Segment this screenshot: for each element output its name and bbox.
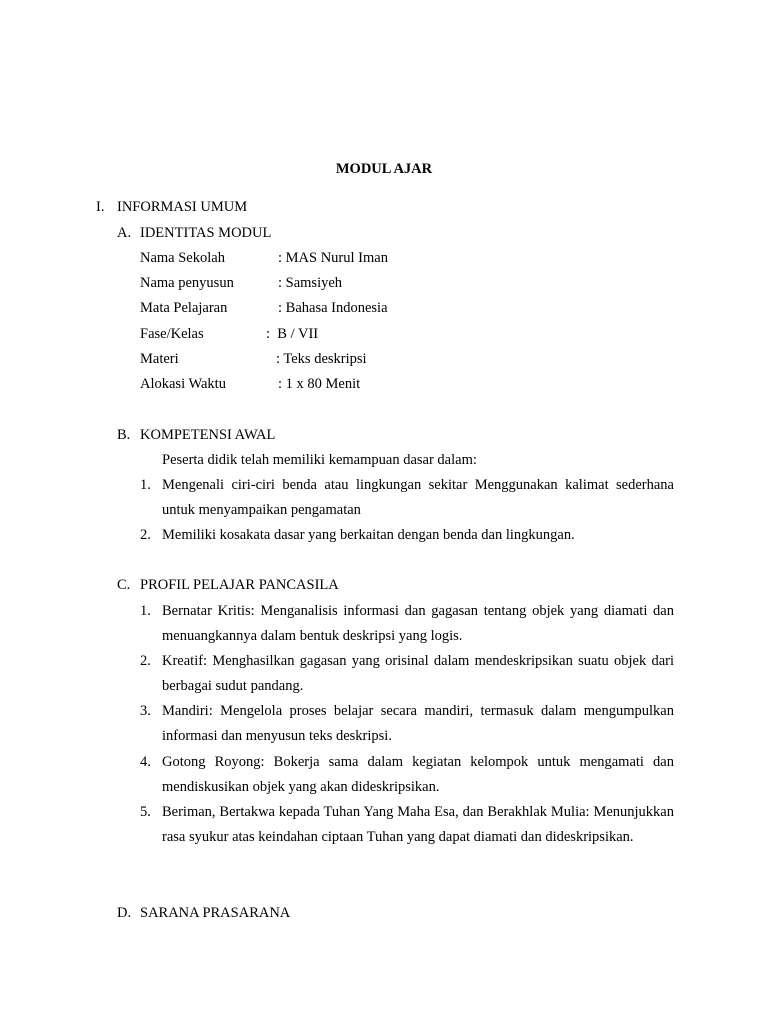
field-value-material: : Teks deskripsi [276, 351, 367, 367]
field-value-class: : B / VII [266, 326, 319, 342]
section-b-intro: Peserta didik telah memiliki kemampuan dasar dalam: [162, 452, 477, 468]
field-label-time: Alokasi Waktu [140, 376, 226, 392]
field-label-school: Nama Sekolah [140, 250, 225, 266]
section-a-letter: A. [117, 225, 132, 241]
field-label-subject: Mata Pelajaran [140, 300, 228, 316]
field-value-subject: : Bahasa Indonesia [278, 300, 388, 316]
field-value-time: : 1 x 80 Menit [278, 376, 361, 392]
list-item-number: 4. [140, 754, 151, 770]
list-item-text: Bernatar Kritis: Menganalisis informasi dan gagasan tentang objek yang diamati dan menuangkannya dalam bentuk deskripsi yang logis. [162, 603, 674, 645]
section-1-number: I. [96, 199, 105, 215]
section-b-letter: B. [117, 427, 131, 443]
list-item-number: 3. [140, 703, 151, 719]
section-a-heading: IDENTITAS MODUL [140, 225, 272, 241]
field-label-class: Fase/Kelas [140, 326, 204, 342]
field-label-material: Materi [140, 351, 179, 367]
section-c-heading: PROFIL PELAJAR PANCASILA [140, 577, 339, 593]
list-item-number: 2. [140, 527, 151, 543]
list-item-text: Gotong Royong: Bokerja sama dalam kegiatan kelompok untuk mengamati dan mendiskusikan objek yang akan dideskripsikan. [162, 754, 674, 796]
field-value-school: : MAS Nurul Iman [278, 250, 388, 266]
list-item-text: Mengenali ciri-ciri benda atau lingkungan sekitar Menggunakan kalimat sederhana untuk menyampaikan pengamatan [162, 477, 674, 519]
section-1-heading: INFORMASI UMUM [117, 199, 248, 215]
list-item-text: Beriman, Bertakwa kepada Tuhan Yang Maha Esa, dan Berakhlak Mulia: Menunjukkan rasa syukur atas keindahan ciptaan Tuhan yang dapat diamati dan dideskripsikan. [162, 804, 674, 846]
list-item-text: Kreatif: Menghasilkan gagasan yang orisinal dalam mendeskripsikan suatu objek dari berbagai sudut pandang. [162, 653, 674, 695]
list-item-text: Mandiri: Mengelola proses belajar secara mandiri, termasuk dalam mengumpulkan informasi dan menyusun teks deskripsi. [162, 703, 674, 745]
list-item-number: 5. [140, 804, 151, 820]
list-item-number: 1. [140, 477, 151, 493]
section-c-letter: C. [117, 577, 131, 593]
field-label-author: Nama penyusun [140, 275, 234, 291]
section-d-letter: D. [117, 905, 132, 921]
section-d-heading: SARANA PRASARANA [140, 905, 291, 921]
document-title: MODUL AJAR [335, 161, 433, 177]
list-item-text: Memiliki kosakata dasar yang berkaitan dengan benda dan lingkungan. [162, 527, 575, 543]
field-value-author: : Samsiyeh [278, 275, 343, 291]
section-b-heading: KOMPETENSI AWAL [140, 427, 276, 443]
list-item-number: 2. [140, 653, 151, 669]
list-item-number: 1. [140, 603, 151, 619]
